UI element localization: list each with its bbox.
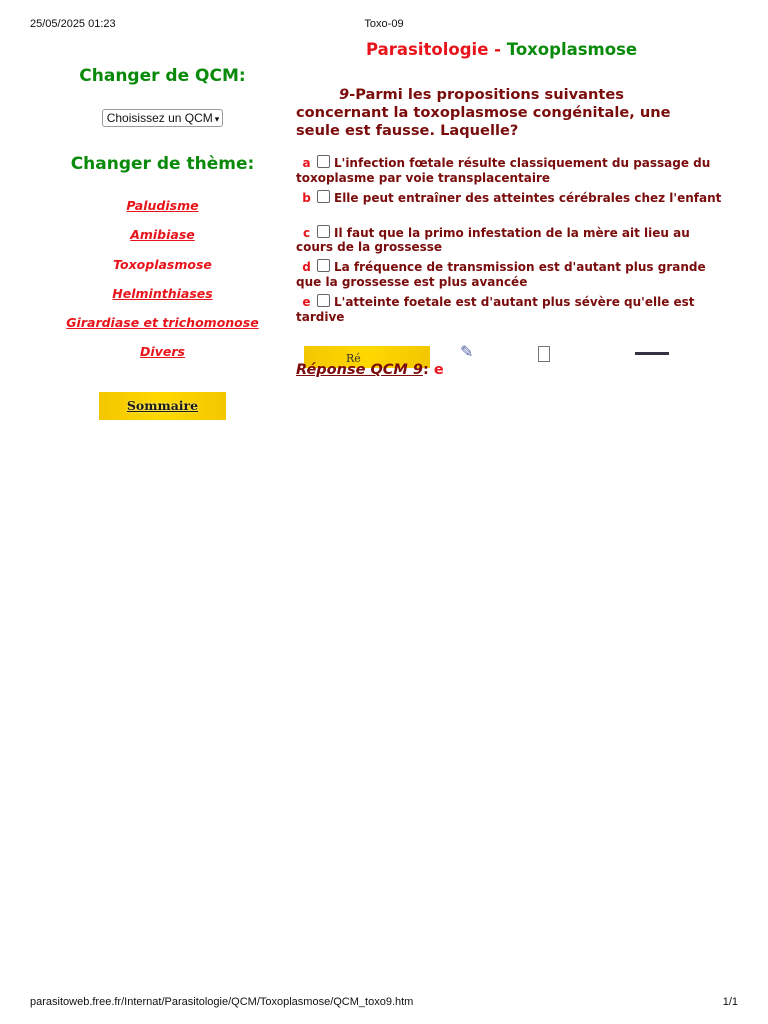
option-letter: c: [302, 225, 311, 240]
option-text: L'infection fœtale résulte classiquement du passage du toxoplasme par voie transplacentaire: [296, 156, 711, 185]
option-b-checkbox[interactable]: [317, 190, 330, 203]
option-b: [296, 190, 728, 225]
quill-icon[interactable]: ✎: [460, 342, 474, 361]
option-d-checkbox[interactable]: [317, 259, 330, 272]
change-theme-heading: Changer de thème:: [70, 154, 255, 174]
option-a-checkbox[interactable]: [317, 155, 330, 168]
option-text: Elle peut entraîner des atteintes cérébrales chez l'enfant: [334, 190, 722, 205]
option-text: Il faut que la primo infestation de la mère ait lieu au cours de la grossesse: [296, 225, 690, 255]
option-a: [296, 155, 728, 190]
theme-list: [40, 199, 285, 375]
theme-link-divers[interactable]: Divers: [140, 344, 185, 360]
option-letter: b: [302, 190, 311, 205]
chevron-down-icon: ▾: [214, 114, 220, 124]
option-text: L'atteinte foetale est d'autant plus sévère qu'elle est tardive: [296, 295, 695, 324]
option-d: [296, 259, 728, 294]
option-c: [296, 225, 728, 260]
qcm-select[interactable]: [102, 109, 224, 127]
option-c-checkbox[interactable]: [317, 225, 330, 238]
question-number: 9: [339, 86, 350, 103]
print-url: parasitoweb.free.fr/Internat/Parasitologie/QCM/Toxoplasmose/QCM_toxo9.htm: [30, 996, 414, 1008]
option-letter: d: [302, 260, 311, 275]
theme-link-girardiase-trichomonose[interactable]: Girardiase et trichomonose: [66, 315, 259, 331]
page-title-separator: -: [488, 40, 507, 59]
answer-value: e: [433, 362, 444, 378]
sidebar: [40, 66, 285, 420]
theme-link-helminthiases[interactable]: Helminthiases: [112, 285, 213, 301]
question-text: [296, 86, 716, 140]
next-button-cropped[interactable]: [635, 352, 669, 355]
sommaire-button[interactable]: Sommaire: [99, 392, 226, 420]
qcm-select-value: Choisissez un QCM: [106, 111, 213, 125]
question-line-3: seule est fausse. Laquelle?: [296, 122, 519, 139]
document-icon[interactable]: [538, 346, 550, 362]
answer-label: Réponse QCM 9: [296, 362, 423, 378]
validate-button-label-cropped: Ré: [346, 352, 361, 365]
theme-link-paludisme[interactable]: Paludisme: [126, 198, 199, 213]
page-title-topic: Toxoplasmose: [506, 40, 638, 59]
theme-current-toxoplasmose: Toxoplasmose: [113, 256, 212, 272]
options-list: [296, 155, 728, 329]
option-letter: e: [302, 295, 311, 310]
action-buttons-row: [296, 342, 716, 365]
option-letter: a: [302, 156, 311, 170]
option-text: La fréquence de transmission est d'autant plus grande que la grossesse est plus avancée: [296, 260, 706, 289]
print-date: 25/05/2025 01:23: [30, 18, 116, 30]
answer-line: [296, 362, 444, 378]
question-line-2: concernant la toxoplasmose congénitale, une: [296, 104, 671, 121]
answer-separator: :: [423, 362, 434, 378]
page-title-section: Parasitologie: [366, 40, 489, 59]
print-page-number: 1/1: [722, 996, 738, 1008]
option-e-checkbox[interactable]: [317, 294, 330, 307]
option-e: [296, 294, 728, 329]
theme-link-amibiase[interactable]: Amibiase: [130, 227, 195, 243]
change-qcm-heading: Changer de QCM:: [79, 66, 246, 86]
page-title: [366, 40, 637, 59]
print-page-title: Toxo-09: [364, 18, 404, 30]
question-line-1: -Parmi les propositions suivantes: [349, 86, 624, 103]
